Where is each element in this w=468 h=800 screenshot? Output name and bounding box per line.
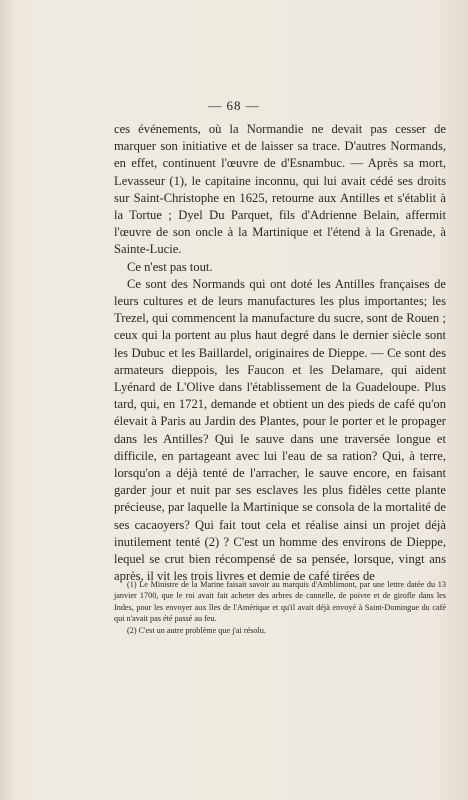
footnote-1: (1) Le Ministre de la Marine faisait savoir au marquis d'Amblimont, par une lettre datée du 13 janvier 1700, que le roi avait fait acheter des arbres de cannelle, de poivre et de girofle dans les Indes, pour les envoyer aux îles de l'Amérique et qu'il avait déjà envoyé à Saint-Domingue du café qui n'avait pas été passé au feu. — [114, 580, 446, 624]
page-number: — 68 — — [208, 98, 260, 113]
footnotes — [114, 579, 446, 636]
paragraph-2: Ce n'est pas tout. — [127, 259, 213, 274]
paragraph-1: ces événements, où la Normandie ne devait pas cesser de marquer son initiative et de laisser sa trace. D'autres Normands, en effet, continuent l'œuvre de d'Esnambuc. — Après sa mort, Levasseur (1), le capitaine inconnu, qui lui avait cédé ses droits sur Saint-Christophe en 1625, retourne aux Antilles et s'établit à la Tortue ; Dyel Du Parquet, fils d'Adrienne Belain, affermit l'œuvre de son oncle à la Martinique et l'étend à la Grenade, à Sainte-Lucie. — [114, 122, 446, 257]
paragraph-3: Ce sont des Normands qui ont doté les Antilles françaises de leurs cultures et de leurs manufactures les plus importantes; les Trezel, qui commencent la manufacture du sucre, sont de Rouen ; ceux qui la portent au plus haut degré dans le dernier siècle sont les Dubuc et les Baillardel, originaires de Dieppe. — Ce sont des armateurs dieppois, les Faucon et les Delamare, qui aident Lyénard de L'Olive dans l'établissement de la Guadeloupe. Plus tard, qui, en 1721, demande et obtient un des pieds de café qu'on élevait à Paris au Jardin des Plantes, pour le porter et le propager dans les Antilles? Qui le sauve dans une traversée longue et difficile, en partageant avec lui l'eau de sa ration? Qui, à terre, lorsqu'on a déjà tenté de l'arracher, le sauve encore, en faisant garder jour et nuit par ses esclaves les plus fidèles cette plante précieuse, par laquelle la Martinique se consola de la mortalité de ses cacaoyers? Qui fait tout cela et réalise ainsi un projet déjà inutilement tenté (2) ? C'est un homme des environs de Dieppe, lequel se crut bien récompensé de sa pensée, lorsque, vingt ans après, il vit les trois livres et demie de café tirées de — [114, 276, 446, 584]
footnote-2: (2) C'est un autre problème que j'ai résolu. — [127, 625, 266, 635]
body-text — [114, 121, 446, 585]
